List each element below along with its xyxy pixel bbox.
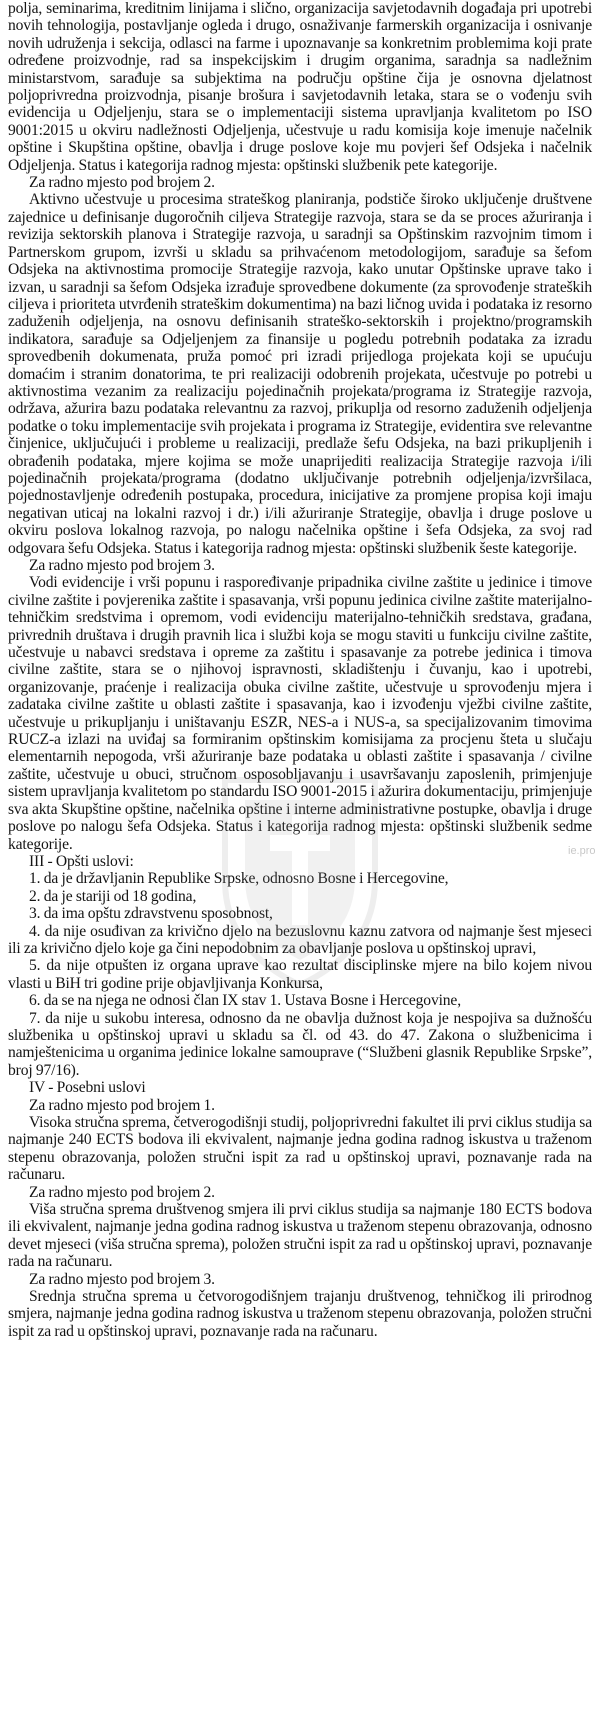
condition-item-3: 3. da ima opštu zdravstvenu sposobnost, <box>29 905 273 923</box>
section-general-conditions: III - Opšti uslovi: <box>29 852 134 870</box>
paragraph-requirements-position-3: Srednja stručna sprema u četvorogodišnjem trajanju društvenog, tehničkog ili prirodnog smjera, najmanje jedna godina radnog iskustva u traženom stepenu obrazovanja, položen stručni ispit za rad u opštinskoj upravi, poznavanje rada na računaru. <box>8 1288 592 1340</box>
paragraph-duties-continued: polja, seminarima, kreditnim linijama i slično, organizacija savjetodavnih događaja pri upotrebi novih tehnologija, postavljanje ogleda i drugo, osnaživanje farmerskih organizacija i osnivanje novih udruženja i sekcija, odlasci na farme i upoznavanje sa konkretnim problemima koji prate određene proizvodnje, rad sa inspekcijskim i drugim organima, saradnja sa nadležnim ministarstvom, sarađuje sa subjektima na području opštine čija je osnovna djelatnost poljoprivredna proizvodnja, pisanje brošura i savjetodavnih letaka, stara se o vođenju svih evidencija u Odjeljenju, stara se o implementaciji sistema upravljanja kvalitetom po ISO 9001:2015 u okviru nadležnosti Odjeljenja, učestvuje u radu komisija koje imenuje načelnik opštine i Skupština opštine, obavlja i druge poslove koje mu povjeri šef Odsjeka i načelnik Odjeljenja. Status i kategorija radnog mjesta: opštinski službenik pete kategorije. <box>8 0 592 174</box>
paragraph-duties-position-2: Aktivno učestvuje u procesima strateškog planiranja, podstiče široko uključenje društvene zajednice u definisanje dugoročnih ciljeva Strategije razvoja, stara se da se proces ažuriranja i revizija sektorskih planova i Strategije razvoja, u saradnji sa Opštinskim razvojnim timom i Partnerskom grupom, izvrši u skladu sa prihvaćenom metodologijom, sarađuje sa šefom Odsjeka na aktivnostima promocije Strategije razvoja, kako unutar Opštinske uprave tako i izvan, u saradnji sa šefom Odsjeka izrađuje sprovedbene dokumente (za sprovođenje strateških ciljeva i prioriteta utvrđenih strateškim dokumentima) na bazi ličnog uvida i podataka iz resorno zaduženih odjeljenja, na osnovu definisanih strateško-sektorskih i projektno/programskih indikatora, sarađuje sa Odjeljenjem za finansije u pogledu potrebnih podataka za izradu sprovedbenih dokumenata, pruža pomoć pri izradi prijedloga projekata koji se upućuju domaćim i stranim donatorima, te pri realizaciji odobrenih projekata, učestvuje po potrebi u aktivnostima vezanim za realizaciju pojedinačnih projekata/programa iz Strategije razvoja, održava, ažurira bazu podataka relevantnu za razvoj, prikuplja od resorno zaduženih odjeljenja podatke o toku implementacije svih projekata i programa iz Strategije, evidentira sve relevantne činjenice, uključujući i probleme u realizaciji, predlaže šefu Odsjeka, na bazi prikupljenih i obrađenih podataka, mjere kojima se može unaprijediti realizacija Strategije razvoja i/ili pojedinačnih projekata/programa (dodatno uključivanje potrebnih odjeljenja/izvršilaca, pojednostavljenje određenih postupaka, procedura, inicijative za promjene propisa koji imaju negativan uticaj na lokalni razvoj i dr.) i/ili ažuriranje Strategije, obavlja i druge poslove u okviru poslova lokalnog razvoja, po nalogu načelnika opštine i šefa Odsjeka, za svoj rad odgovara šefu Odsjeka. Status i kategorija radnog mjesta: opštinski službenik šeste kategorije. <box>8 191 592 557</box>
section-special-conditions: IV - Posebni uslovi <box>29 1079 146 1097</box>
side-watermark-text: ie.pro <box>568 845 596 857</box>
paragraph-duties-position-3: Vodi evidencije i vrši popunu i raspoređivanje pripadnika civilne zaštite u jedinice i timove civilne zaštite i povjerenika zaštite i spasavanja, vrši popunu jedinica civilne zaštite materijalno-tehničkim sredstvima i opremom, vodi evidenciju materijalno-tehničkih sredstava, građana, privrednih društava i drugih pravnih lica i službi koja se mogu staviti u funkciju civilne zaštite, učestvuje u nabavci sredstava i opreme za zaštitu i spasavanje za potrebe jedinica i timova civilne zaštite, stara se o njihovoj ispravnosti, skladištenju i čuvanju, kao i upotrebi, organizovanje, praćenje i realizacija obuka civilne zaštite, učestvuje u sprovođenju mjera i zadataka civilne zaštite u oblasti zaštite i spasavanja, kao i izvođenju vježbi civilne zaštite, učestvuje u prikupljanju i uništavanju ESZR, NES-a i NUS-a, sa specijalizovanim timovima RUCZ-a izlazi na uviđaj sa formiranim opštinskim komisijama za procjenu šteta u slučaju elementarnih nepogoda, vrši ažuriranje baze podataka u oblasti zaštite i spasavanja / civilne zaštite, učestvuje u obuci, stručnom osposobljavanju i usavršavanju zaposlenih, primjenjuje sistem upravljanja kvalitetom po standardu ISO 9001-2015 i ažurira dokumentaciju, primjenjuje sva akta Skupštine opštine, načelnika opštine i interne administrativne postupke, obavlja i druge poslove po nalogu šefa Odsjeka. Status i kategorija radnog mjesta: opštinski službenik sedme kategorije. <box>8 574 592 853</box>
document-page <box>8 0 596 1340</box>
paragraph-requirements-position-1: Visoka stručna sprema, četverogodišnji studij, poljoprivredni fakultet ili prvi ciklus studija sa najmanje 240 ECTS bodova ili ekvivalent, najmanje jedna godina radnog iskustva u traženom stepenu obrazovanja, položen stručni ispit za rad u opštinskoj upravi, poznavanje rada na računaru. <box>8 1114 592 1184</box>
condition-item-6: 6. da se na njega ne odnosi član IX stav 1. Ustava Bosne i Hercegovine, <box>29 992 461 1010</box>
condition-item-5: 5. da nije otpušten iz organa uprave kao rezultat disciplinske mjere na bilo kojem nivou vlasti u BiH tri godine prije objavljivanja Konkursa, <box>8 957 592 992</box>
heading-position-2: Za radno mjesto pod brojem 2. <box>29 174 215 192</box>
condition-item-4: 4. da nije osuđivan za krivično djelo na bezuslovnu kaznu zatvora od najmanje šest mjeseci ili za krivično djelo koje ga čini nepodobnim za obavljanje poslova u opštinskoj upravi, <box>8 922 592 957</box>
condition-item-1: 1. da je državljanin Republike Srpske, odnosno Bosne i Hercegovine, <box>29 870 449 888</box>
condition-item-2: 2. da je stariji od 18 godina, <box>29 887 197 905</box>
heading-position-3: Za radno mjesto pod brojem 3. <box>29 557 215 574</box>
heading-special-position-2: Za radno mjesto pod brojem 2. <box>29 1183 215 1201</box>
paragraph-requirements-position-2: Viša stručna sprema društvenog smjera ili prvi ciklus studija sa najmanje 180 ECTS bodova ili ekvivalent, najmanje jedna godina radnog iskustva u traženom stepenu obrazovanja, odnosno devet mjeseci (viša stručna sprema), položen stručni ispit za rad u opštinskoj upravi, poznavanje rada na računaru. <box>8 1201 592 1271</box>
condition-item-7: 7. da nije u sukobu interesa, odnosno da ne obavlja dužnost koja je nespojiva sa dužnošću službenika u opštinskoj upravi u skladu sa čl. od 43. do 47. Zakona o službenicima i namještenicima u organima jedinice lokalne samouprave (“Službeni glasnik Republike Srpske”, broj 97/16). <box>8 1009 592 1079</box>
heading-special-position-1: Za radno mjesto pod brojem 1. <box>29 1096 215 1114</box>
heading-special-position-3: Za radno mjesto pod brojem 3. <box>29 1270 215 1288</box>
